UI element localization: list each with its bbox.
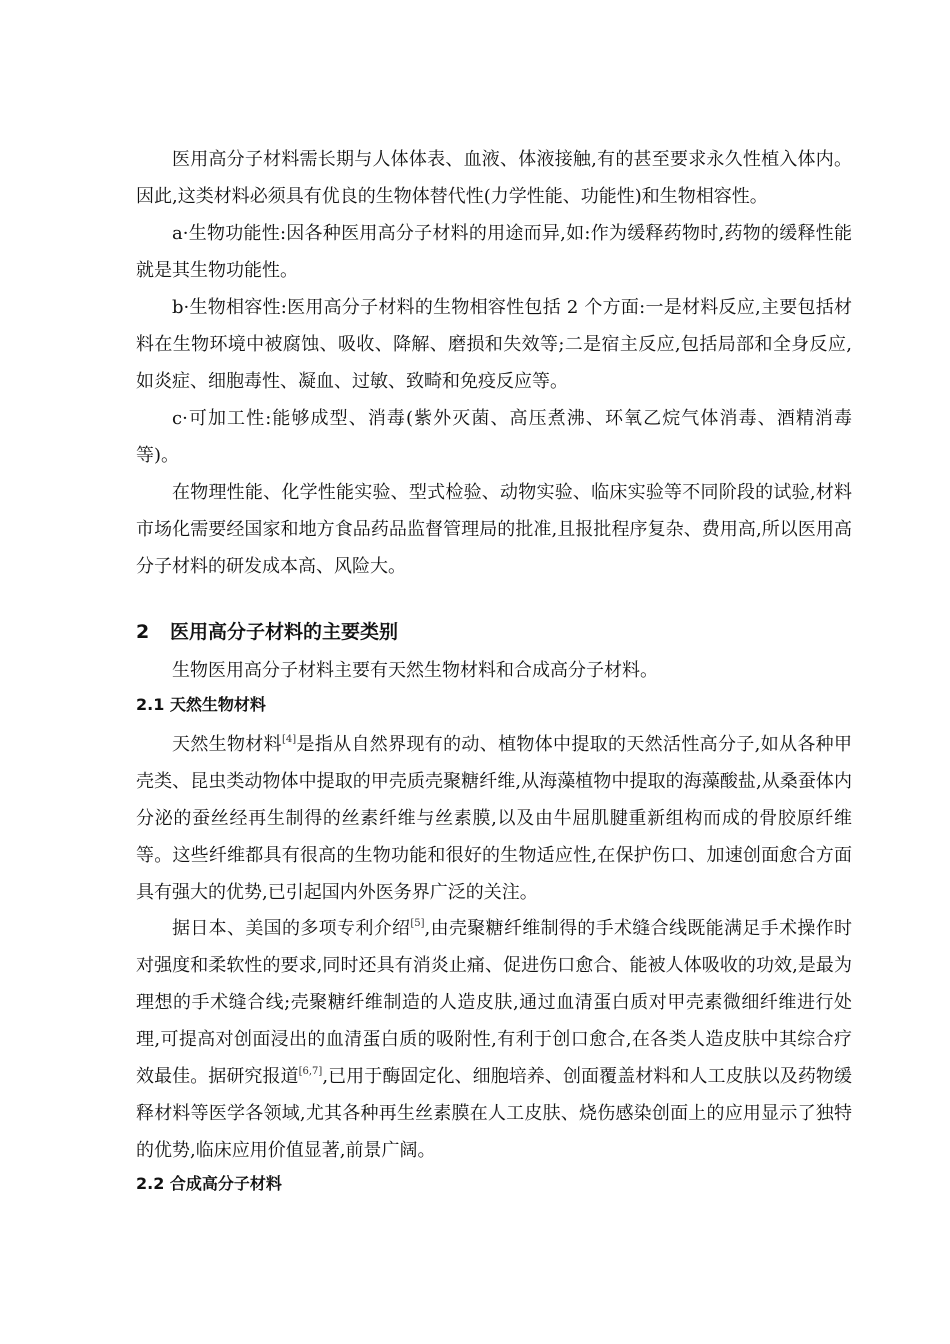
section-2-intro: 生物医用高分子材料主要有天然生物材料和合成高分子材料。 (172, 660, 658, 681)
paragraph-processability: c·可加工性:能够成型、消毒(紫外灭菌、高压煮沸、环氧乙烷气体消毒、酒精消毒等)。 (136, 408, 852, 466)
paragraph-natural-materials: 天然生物材料[4]是指从自然界现有的动、植物体中提取的天然活性高分子,如从各种甲壳类、昆虫类动物体中提取的甲壳质壳聚糖纤维,从海藻植物中提取的海藻酸盐,从桑蚕体内分泌的蚕丝经再生制得的丝素纤维与丝素膜,以及由牛屈肌腱重新组构而成的骨胶原纤维等。这些纤维都具有很高的生物功能和很好的生物适应性,在保护伤口、加速创面愈合方面具有强大的优势,已引起国内外医务界广泛的关注。 (136, 734, 853, 903)
subsection-2-1-heading: 2.1 天然生物材料 (136, 695, 266, 714)
citation: [6,7] (298, 1066, 323, 1077)
subsection-2-2-heading: 2.2 合成高分子材料 (136, 1174, 282, 1193)
paragraph-bio-function: a·生物功能性:因各种医用高分子材料的用途而异,如:作为缓释药物时,药物的缓释性能就是其生物功能性。 (136, 223, 852, 281)
section-2-heading (136, 614, 398, 650)
paragraph-biocompat-intro: 医用高分子材料需长期与人体体表、血液、体液接触,有的甚至要求永久性植入体内。因此,这类材料必须具有优良的生物体替代性(力学性能、功能性)和生物相容性。 (136, 149, 852, 207)
paragraph-testing-cost: 在物理性能、化学性能实验、型式检验、动物实验、临床实验等不同阶段的试验,材料市场化需要经国家和地方食品药品监督管理局的批准,且报批程序复杂、费用高,所以医用高分子材料的研发成本高、风险大。 (136, 482, 852, 577)
citation: [4] (281, 734, 297, 745)
paragraph-bio-compatibility: b·生物相容性:医用高分子材料的生物相容性包括 2 个方面:一是材料反应,主要包括材料在生物环境中被腐蚀、吸收、降解、磨损和失效等;二是宿主反应,包括局部和全身反应,如炎症、细胞毒性、凝血、过敏、致畸和免疫反应等。 (136, 297, 852, 392)
citation: [5] (410, 918, 425, 929)
section-title: 医用高分子材料的主要类别 (170, 621, 399, 643)
section-number: 2 (136, 621, 150, 643)
paragraph-chitosan-applications: 据日本、美国的多项专利介绍[5],由壳聚糖纤维制得的手术缝合线既能满足手术操作时对强度和柔软性的要求,同时还具有消炎止痛、促进伤口愈合、能被人体吸收的功效,是最为理想的手术缝合线;壳聚糖纤维制造的人造皮肤,通过血清蛋白质对甲壳素微细纤维进行处理,可提高对创面浸出的血清蛋白质的吸附性,有利于创口愈合,在各类人造皮肤中其综合疗效最佳。据研究报道[6,7],已用于酶固定化、细胞培养、创面覆盖材料和人工皮肤以及药物缓释材料等医学各领域,尤其各种再生丝素膜在人工皮肤、烧伤感染创面上的应用显示了独特的优势,临床应用价值显著,前景广阔。 (136, 918, 853, 1161)
